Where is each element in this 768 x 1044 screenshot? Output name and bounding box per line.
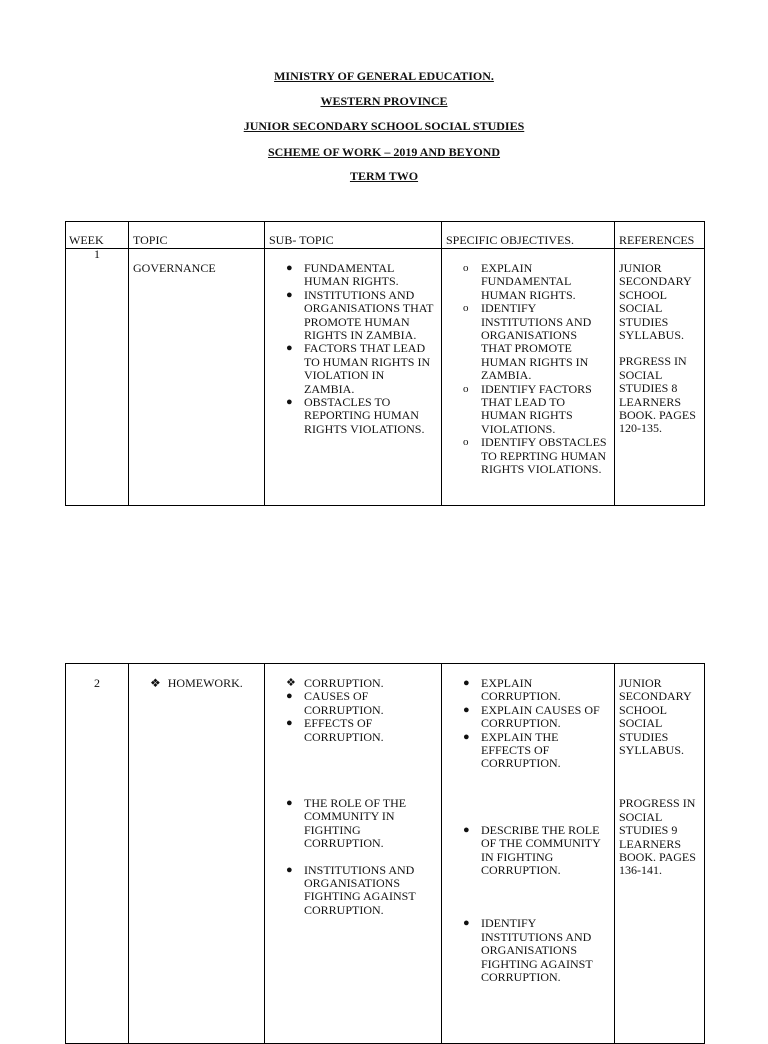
list-item: o IDENTIFY FACTORS THAT LEAD TO HUMAN RIGHTS VIOLATIONS. (463, 381, 592, 436)
province-title: WESTERN PROVINCE (320, 94, 448, 108)
objectives-cell (442, 664, 615, 1044)
subtopic-cell (265, 664, 442, 1044)
list-item: ● THE ROLE OF THE COMMUNITY IN FIGHTING CORRUPTION. (286, 796, 407, 851)
scheme-table-term-two (65, 221, 705, 506)
list-item: ● OBSTACLES TO REPORTING HUMAN RIGHTS VIOLATIONS. (286, 395, 425, 436)
table-header-row (66, 222, 705, 249)
bullet-disc-icon: ● (463, 677, 470, 689)
references-cell (615, 249, 705, 506)
list-item: ● CAUSES OF CORRUPTION. (286, 689, 384, 717)
bullet-disc-icon: ● (463, 730, 470, 743)
reference-textbook: PROGRESS IN SOCIAL STUDIES 9 LEARNERS BOOK. PAGES 136-141. (619, 796, 696, 878)
subtopic-list (269, 262, 437, 436)
table-row (66, 249, 705, 506)
subtopic-list (269, 677, 437, 744)
list-item: ● IDENTIFY INSTITUTIONS AND ORGANISATIONS FIGHTING AGAINST CORRUPTION. (463, 916, 593, 985)
bullet-disc-icon: ● (286, 863, 293, 876)
subtopic-list (269, 797, 437, 917)
term-title: TERM TWO (349, 169, 419, 183)
list-item: ● FUNDAMENTAL HUMAN RIGHTS. (286, 261, 399, 289)
objectives-list (446, 824, 610, 985)
list-item: o EXPLAIN FUNDAMENTAL HUMAN RIGHTS. (463, 261, 576, 302)
bullet-disc-icon: ● (463, 823, 470, 836)
week-cell: 1 (66, 249, 129, 506)
bullet-disc-icon: ● (286, 717, 293, 730)
references-cell (615, 664, 705, 1044)
col-header-references: REFERENCES (615, 222, 705, 249)
list-item: ● INSTITUTIONS AND ORGANISATIONS THAT PROMOTE HUMAN RIGHTS IN ZAMBIA. (286, 287, 434, 343)
week-cell: 2 (66, 664, 129, 1044)
reference-syllabus: JUNIOR SECONDARY SCHOOL SOCIAL STUDIES SYLLABUS. (619, 676, 692, 758)
reference-syllabus: JUNIOR SECONDARY SCHOOL SOCIAL STUDIES SYLLABUS. (619, 261, 692, 343)
list-item: ● FACTORS THAT LEAD TO HUMAN RIGHTS IN VIOLATION IN ZAMBIA. (286, 341, 431, 396)
list-item: ● EXPLAIN CORRUPTION. (463, 676, 561, 704)
col-header-week: WEEK (66, 222, 129, 249)
list-item: o IDENTIFY INSTITUTIONS AND ORGANISATIONS THAT PROMOTE HUMAN RIGHTS IN ZAMBIA. (463, 301, 592, 383)
list-item: ● EFFECTS OF CORRUPTION. (286, 716, 384, 744)
bullet-disc-icon: ● (286, 262, 293, 274)
ministry-title: MINISTRY OF GENERAL EDUCATION. (274, 69, 494, 83)
list-item: ● EXPLAIN CAUSES OF CORRUPTION. (463, 702, 600, 731)
bullet-circle-icon: o (463, 382, 469, 395)
list-item: ● EXPLAIN THE EFFECTS OF CORRUPTION. (463, 729, 561, 771)
scheme-title: SCHEME OF WORK – 2019 AND BEYOND (267, 145, 501, 159)
bullet-disc-icon: ● (463, 703, 470, 716)
bullet-disc-icon: ● (286, 342, 293, 355)
list-item: o IDENTIFY OBSTACLES TO REPRTING HUMAN RIGHTS VIOLATIONS. (463, 435, 607, 477)
reference-textbook: PRGRESS IN SOCIAL STUDIES 8 LEARNERS BOOK. PAGES 120-135. (619, 354, 696, 436)
col-header-objectives: SPECIFIC OBJECTIVES. (442, 222, 615, 249)
bullet-disc-icon: ● (463, 917, 470, 930)
topic-cell: GOVERNANCE (129, 249, 265, 506)
bullet-disc-icon: ● (286, 797, 293, 810)
subtopic-cell (265, 249, 442, 506)
list-item: ● DESCRIBE THE ROLE OF THE COMMUNITY IN FIGHTING CORRUPTION. (463, 822, 601, 878)
bullet-diamond-icon: ❖ (286, 677, 296, 689)
col-header-topic: TOPIC (129, 222, 265, 249)
bullet-disc-icon: ● (286, 288, 293, 301)
bullet-circle-icon: o (463, 262, 469, 274)
objectives-list (446, 262, 610, 477)
objectives-cell (442, 249, 615, 506)
bullet-disc-icon: ● (286, 396, 293, 409)
bullet-circle-icon: o (463, 302, 469, 315)
list-item: ❖ CORRUPTION. (286, 676, 384, 690)
objectives-list (446, 677, 610, 771)
bullet-diamond-icon: ❖ (150, 676, 161, 690)
list-item: ● INSTITUTIONS AND ORGANISATIONS FIGHTING AGAINST CORRUPTION. (286, 862, 416, 917)
bullet-disc-icon: ● (286, 690, 293, 703)
topic-cell: ❖ HOMEWORK. (129, 664, 265, 1044)
col-header-subtopic: SUB- TOPIC (265, 222, 442, 249)
bullet-circle-icon: o (463, 436, 469, 449)
scheme-table-continued (65, 663, 705, 1044)
subject-title: JUNIOR SECONDARY SCHOOL SOCIAL STUDIES (243, 119, 525, 133)
table-row (66, 664, 705, 1044)
